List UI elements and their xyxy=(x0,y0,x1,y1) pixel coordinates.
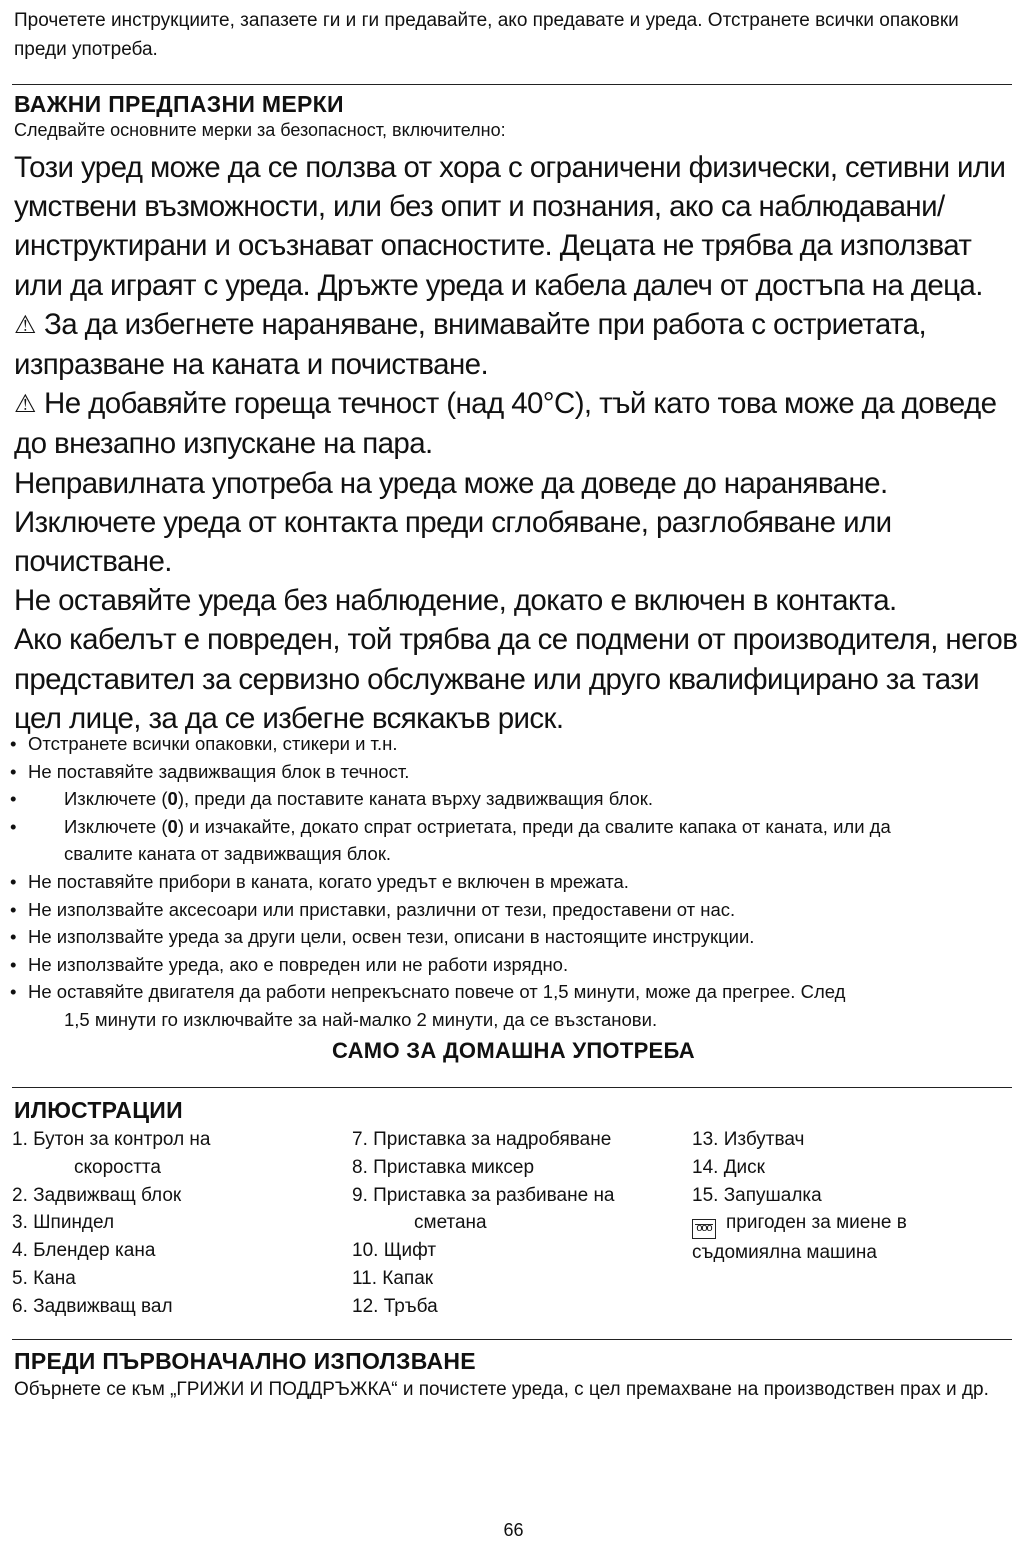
list-item: • Не използвайте аксесоари или приставки, различни от тези, предоставени от нас. xyxy=(10,896,1015,924)
illustrations-column-2 xyxy=(352,1126,682,1321)
warning-triangle-icon: ⚠ xyxy=(14,310,36,339)
list-item: 15. Запушалка xyxy=(692,1184,822,1206)
first-use-heading: ПРЕДИ ПЪРВОНАЧАЛНО ИЗПОЛЗВАНЕ xyxy=(14,1348,476,1374)
list-item: 12. Тръба xyxy=(352,1295,438,1317)
bullet-icon: • xyxy=(10,898,17,920)
illustrations-column-3 xyxy=(692,1126,1012,1267)
list-item: 14. Диск xyxy=(692,1156,765,1178)
list-item: 13. Избутвач xyxy=(692,1129,805,1150)
bullet-icon: • xyxy=(10,733,17,754)
safety-paragraph: Изключете уреда от контакта преди сглобяване, разглобяване или почистване. xyxy=(14,505,892,579)
illustrations-heading: ИЛЮСТРАЦИИ xyxy=(14,1097,183,1123)
list-item: 9. Приставка за разбиване на сметана xyxy=(352,1184,615,1234)
safety-bullet-list xyxy=(10,730,1015,1034)
bullet-icon: • xyxy=(10,870,17,892)
divider xyxy=(12,1339,1012,1340)
page-number: 66 xyxy=(503,1520,524,1540)
list-item: • Не поставяйте задвижващия блок в течност. xyxy=(10,758,1015,786)
divider xyxy=(12,84,1012,85)
divider xyxy=(12,1087,1012,1088)
list-item: 11. Капак xyxy=(352,1267,434,1289)
list-item: • Не използвайте уреда за други цели, освен тези, описани в настоящите инструкции. xyxy=(10,923,1015,951)
list-item: 3. Шпиндел xyxy=(12,1212,115,1234)
bullet-icon: • xyxy=(10,760,17,782)
bullet-icon: • xyxy=(10,788,17,810)
list-item: 1. Бутон за контрол на скоростта xyxy=(12,1129,211,1178)
list-item: • Не оставяйте двигателя да работи непрекъснато повече от 1,5 минути, може да прегрее. След 1,5 минути го изключвайте за най-малко 2 минути, да се възстанови. xyxy=(10,978,1015,1033)
household-only-heading: САМО ЗА ДОМАШНА УПОТРЕБА xyxy=(331,1038,695,1063)
list-item: 8. Приставка миксер xyxy=(352,1156,535,1178)
first-use-text: Обърнете се към „ГРИЖИ И ПОДДРЪЖКА“ и почистете уреда, с цел премахване на производствен прах и др. xyxy=(14,1379,989,1400)
dishwasher-note-cont: съдомиялна машина xyxy=(692,1242,877,1264)
dishwasher-icon: ooo xyxy=(692,1219,716,1239)
safety-paragraph: Този уред може да се ползва от хора с ограничени физически, сетивни или умствени възможности, или без опит и познания, ако са наблюдавани/ инструктирани и осъзнават опасностите. Децата не трябва да използват или да играят с уреда. Дръжте уреда и кабела далеч от достъпа на деца. xyxy=(14,151,1006,302)
list-item: • Не поставяйте прибори в каната, когато уредът е включен в мрежата. xyxy=(10,868,1015,896)
list-item: • Отстранете всички опаковки, стикери и т.н. xyxy=(10,730,1015,758)
safety-paragraphs xyxy=(14,148,1024,738)
safety-subheading: Следвайте основните мерки за безопасност, включително: xyxy=(14,120,506,140)
safety-paragraph: Не оставяйте уреда без наблюдение, докато е включен в контакта. xyxy=(14,584,897,618)
bullet-icon: • xyxy=(10,981,17,1003)
safety-paragraph: Неправилната употреба на уреда може да доведе до нараняване. xyxy=(14,466,888,500)
list-item: 5. Кана xyxy=(12,1267,76,1289)
safety-paragraph: ⚠ Не добавяйте гореща течност (над 40°C), тъй като това може да доведе до внезапно изпускане на пара. xyxy=(14,387,997,461)
list-item: 10. Щифт xyxy=(352,1240,437,1262)
safety-paragraph: ⚠ За да избегнете нараняване, внимавайте при работа с остриетата, изпразване на каната и почистване. xyxy=(14,307,927,382)
bullet-icon: • xyxy=(10,815,17,837)
safety-heading: ВАЖНИ ПРЕДПАЗНИ МЕРКИ xyxy=(14,91,344,117)
warning-triangle-icon: ⚠ xyxy=(14,390,36,419)
list-item: • Изключете (0) и изчакайте, докато спрат остриетата, преди да свалите капака от каната, или да свалите каната от задвижващия блок. xyxy=(10,813,1015,868)
list-item: 2. Задвижващ блок xyxy=(12,1184,182,1206)
list-item: 4. Блендер кана xyxy=(12,1240,156,1262)
list-item: 6. Задвижващ вал xyxy=(12,1295,173,1317)
dishwasher-note: ooo пригоден за миене в xyxy=(692,1209,1012,1239)
bullet-icon: • xyxy=(10,926,17,948)
list-item: • Не използвайте уреда, ако е повреден или не работи изрядно. xyxy=(10,951,1015,979)
list-item: 7. Приставка за надробяване xyxy=(352,1129,612,1150)
bullet-icon: • xyxy=(10,953,17,975)
list-item: • Изключете (0), преди да поставите каната върху задвижващия блок. xyxy=(10,785,1015,813)
safety-paragraph: Ако кабелът е повреден, той трябва да се подмени от производителя, негов представител за сервизно обслужване или друго квалифицирано за тази цел лице, за да се избегне всякакъв риск. xyxy=(14,623,1018,735)
intro-text: Прочетете инструкциите, запазете ги и ги предавайте, ако предавате и уреда. Отстранете всички опаковки преди употреба. xyxy=(14,10,959,60)
illustrations-column-1 xyxy=(12,1126,332,1321)
